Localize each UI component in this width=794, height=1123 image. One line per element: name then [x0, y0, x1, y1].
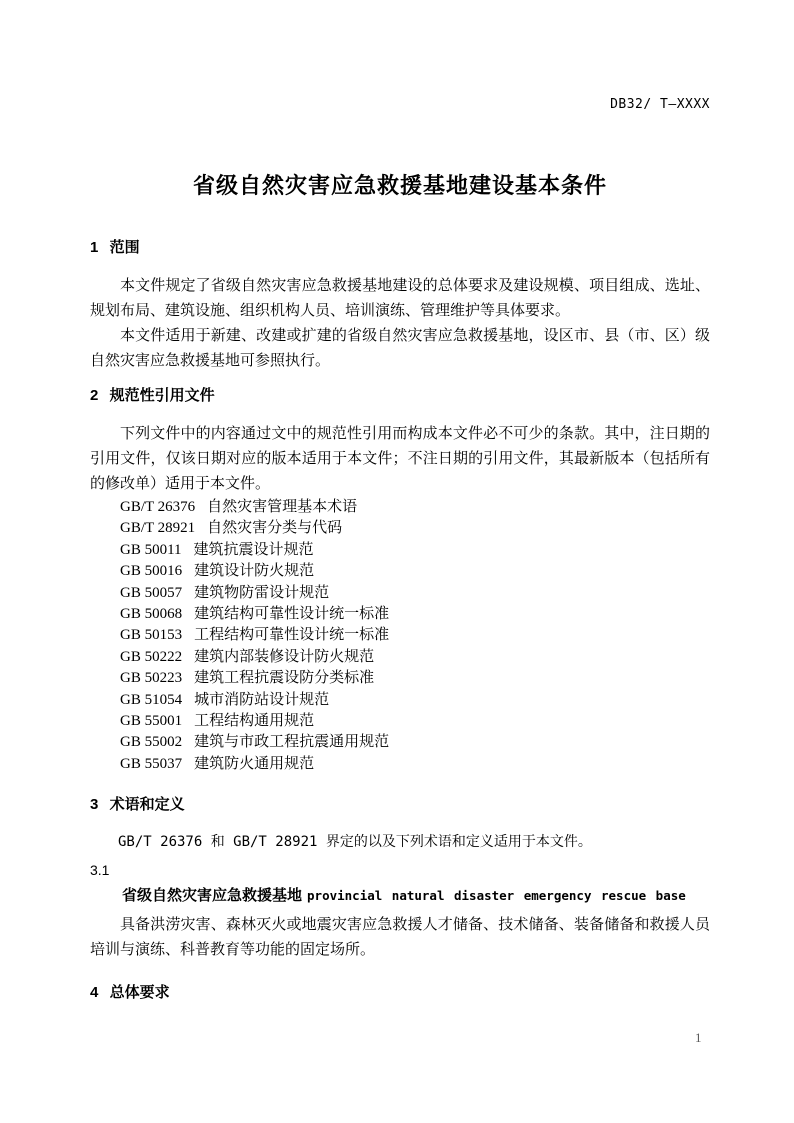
- section-number: 1: [90, 239, 99, 256]
- section-heading-general-requirements: [90, 983, 710, 1003]
- reference-item: [120, 497, 710, 518]
- section-heading-scope: [90, 238, 710, 258]
- reference-item: [120, 690, 710, 711]
- reference-code: GB 50068: [120, 606, 183, 623]
- section-number: 4: [90, 984, 99, 1002]
- section-heading-terms-definitions: [90, 795, 710, 815]
- reference-item: [120, 583, 710, 604]
- term-entry: [122, 886, 710, 906]
- reference-name: 自然灾害管理基本术语: [207, 499, 358, 515]
- section-number: 3: [90, 796, 99, 814]
- document-title: 省级自然灾害应急救援基地建设基本条件: [192, 173, 607, 198]
- section-heading-text: 总体要求: [109, 984, 170, 1002]
- reference-item: [120, 668, 710, 689]
- reference-code: GB 50153: [120, 627, 183, 644]
- reference-item: [120, 625, 710, 646]
- reference-item: [120, 540, 710, 561]
- header-standard-code: DB32/ T—XXXX: [610, 97, 710, 112]
- reference-code: GB 50222: [120, 648, 183, 665]
- term-definition: 具备洪涝灾害、森林灭火或地震灾害应急救援人才储备、技术储备、装备储备和救援人员培训与演练、科普教育等功能的固定场所。: [90, 917, 710, 959]
- section-heading-text: 范围: [109, 239, 140, 256]
- reference-code: GB 55001: [120, 713, 183, 730]
- reference-name: 工程结构通用规范: [194, 713, 315, 730]
- reference-name: 建筑防火通用规范: [194, 755, 315, 772]
- reference-name: 自然灾害分类与代码: [207, 520, 343, 537]
- scope-paragraph-1: 本文件规定了省级自然灾害应急救援基地建设的总体要求及建设规模、项目组成、选址、规划布局、建筑设施、组织机构人员、培训演练、管理维护等具体要求。: [90, 278, 710, 319]
- reference-name: 工程结构可靠性设计统一标准: [194, 627, 390, 644]
- page-number: 1: [695, 1030, 702, 1045]
- reference-item: [120, 647, 710, 668]
- reference-item: [120, 711, 710, 732]
- scope-paragraph-2: 本文件适用于新建、改建或扩建的省级自然灾害应急救援基地，设区市、县（市、区）级自然灾害应急救援基地可参照执行。: [90, 328, 710, 369]
- reference-name: 建筑内部装修设计防火规范: [194, 648, 375, 665]
- reference-name: 建筑与市政工程抗震通用规范: [194, 734, 390, 751]
- section-heading-text: 规范性引用文件: [109, 387, 215, 404]
- reference-code: GB 50011: [120, 541, 182, 558]
- reference-code: GB/T 26376: [120, 499, 196, 515]
- term-chinese: 省级自然灾害应急救援基地: [122, 887, 303, 905]
- reference-name: 建筑设计防火规范: [194, 563, 315, 580]
- reference-name: 城市消防站设计规范: [194, 691, 330, 708]
- reference-name: 建筑物防雷设计规范: [194, 584, 330, 601]
- reference-code: GB 50223: [120, 670, 183, 687]
- section-heading-text: 术语和定义: [109, 796, 185, 814]
- reference-name: 建筑工程抗震设防分类标准: [194, 670, 375, 687]
- clause-number: 3.1: [90, 862, 110, 879]
- reference-code: GB 55037: [120, 755, 183, 772]
- reference-name: 建筑结构可靠性设计统一标准: [194, 606, 390, 623]
- reference-item: [120, 604, 710, 625]
- reference-code: GB 55002: [120, 734, 183, 751]
- reference-item: [120, 754, 710, 775]
- reference-name: 建筑抗震设计规范: [193, 541, 314, 558]
- reference-code: GB 51054: [120, 691, 183, 708]
- reference-code: GB 50057: [120, 584, 183, 601]
- section-number: 2: [90, 387, 99, 404]
- reference-item: [120, 732, 710, 753]
- reference-code: GB/T 28921: [120, 520, 196, 537]
- terms-intro-paragraph: GB/T 26376 和 GB/T 28921 界定的以及下列术语和定义适用于本文件。: [118, 834, 592, 851]
- normative-references-intro: 下列文件中的内容通过文中的规范性引用而构成本文件必不可少的条款。其中，注日期的引用文件，仅该日期对应的版本适用于本文件；不注日期的引用文件，其最新版本（包括所有的修改单）适用于本文件。: [90, 426, 710, 492]
- reference-item: [120, 518, 710, 539]
- reference-list: [90, 497, 710, 775]
- section-heading-normative-references: [90, 386, 710, 406]
- reference-item: [120, 561, 710, 582]
- reference-code: GB 50016: [120, 563, 183, 580]
- term-english: provincial natural disaster emergency rescue base: [307, 888, 686, 904]
